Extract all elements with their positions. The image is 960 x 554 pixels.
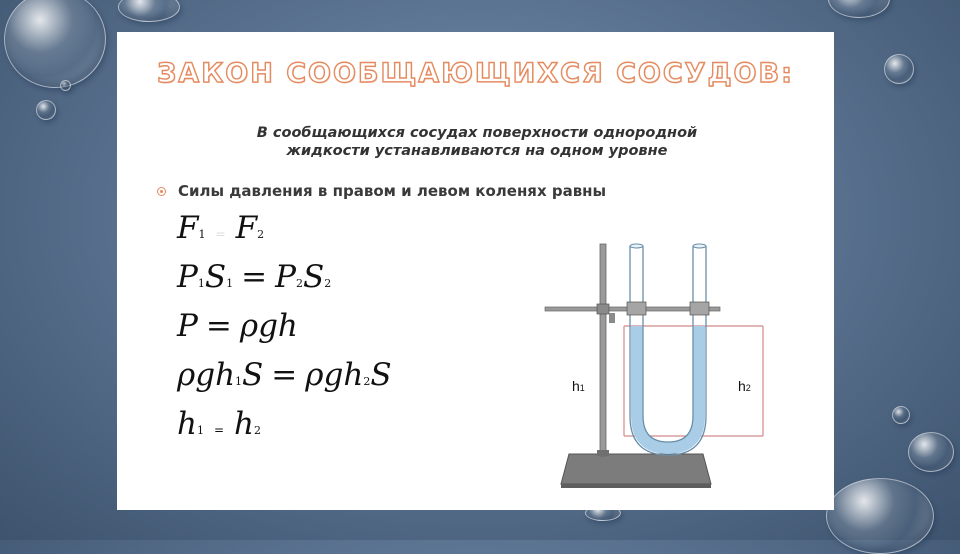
water-drop-decoration (36, 100, 56, 120)
slide-content (117, 32, 834, 510)
bullet-text: Силы давления в правом и левом коленях равны (178, 182, 607, 200)
height-label-left (572, 378, 585, 394)
formula-subscript: 1 (235, 375, 243, 388)
communicating-vessels-diagram (541, 236, 771, 495)
formula-symbol: S (204, 259, 227, 295)
formula-symbol: S (370, 357, 392, 393)
water-drop-decoration (892, 406, 910, 424)
formula-subscript: 1 (226, 277, 234, 290)
formula-symbol: S (242, 357, 264, 393)
height-symbol: h (738, 378, 746, 394)
tube-clamp-left (627, 302, 646, 315)
law-statement (177, 124, 777, 160)
formula-symbol: ρgh (305, 357, 364, 393)
water-drop-decoration (908, 432, 954, 472)
formula-equals: = (205, 308, 232, 344)
formula-subscript: 1 (198, 228, 206, 241)
tube-opening-right (693, 244, 706, 248)
height-symbol: h (572, 378, 580, 394)
u-tube-illustration (541, 236, 771, 491)
formula-equals: = (271, 357, 298, 393)
u-tube-inner (643, 246, 693, 442)
formula-equals: = (213, 423, 225, 437)
law-statement-line: жидкости устанавливаются на одном уровне (286, 143, 668, 159)
formula-symbol: h (234, 406, 254, 442)
rod-foot (597, 450, 609, 456)
formula-forces (177, 210, 264, 246)
formula-equals: = (215, 227, 226, 241)
formula-symbol: F (177, 210, 199, 246)
formula-equal-forces (177, 357, 392, 393)
formula-symbol: ρgh (239, 308, 298, 344)
bullet-icon (157, 187, 166, 196)
formula-symbol: S (302, 259, 325, 295)
water-drop-decoration (828, 0, 890, 18)
formula-symbol: ρgh (177, 357, 236, 393)
formula-equals: = (241, 259, 268, 295)
water-drop-decoration (4, 0, 106, 88)
water-drop-decoration (826, 478, 934, 554)
formula-subscript: 2 (257, 228, 265, 241)
formula-hydrostatic-pressure (177, 308, 298, 344)
water-drop-decoration (884, 54, 914, 84)
water-drop-decoration (60, 80, 71, 91)
formula-symbol: P (177, 259, 198, 295)
formula-symbol: P (177, 308, 198, 344)
formula-symbol: h (177, 406, 197, 442)
tube-clamp-right (690, 302, 709, 315)
tube-opening-left (630, 244, 643, 248)
slide-title: ЗАКОН СООБЩАЮЩИХСЯ СОСУДОВ: (157, 58, 794, 89)
formula-subscript: 2 (295, 277, 303, 290)
height-label-right (738, 378, 751, 394)
clamp-holder (597, 304, 609, 314)
formula-subscript: 2 (324, 277, 332, 290)
stand-base-edge (561, 484, 711, 488)
formula-subscript: 2 (254, 424, 261, 437)
law-statement-line: В сообщающихся сосудах поверхности однородной (256, 125, 698, 141)
formula-pressure-area (177, 259, 331, 295)
formula-symbol: F (235, 210, 258, 246)
height-subscript: 1 (579, 383, 585, 393)
clamp-screw (609, 313, 615, 323)
height-subscript: 2 (745, 383, 751, 393)
formula-subscript: 1 (197, 277, 205, 290)
stand-rod (600, 244, 606, 456)
formula-symbol: P (275, 259, 296, 295)
formula-equal-heights (177, 406, 261, 442)
formula-subscript: 1 (196, 424, 204, 437)
formula-subscript: 2 (363, 375, 371, 388)
stand-base (561, 454, 711, 484)
liquid-column (637, 326, 699, 448)
water-drop-decoration (118, 0, 180, 22)
